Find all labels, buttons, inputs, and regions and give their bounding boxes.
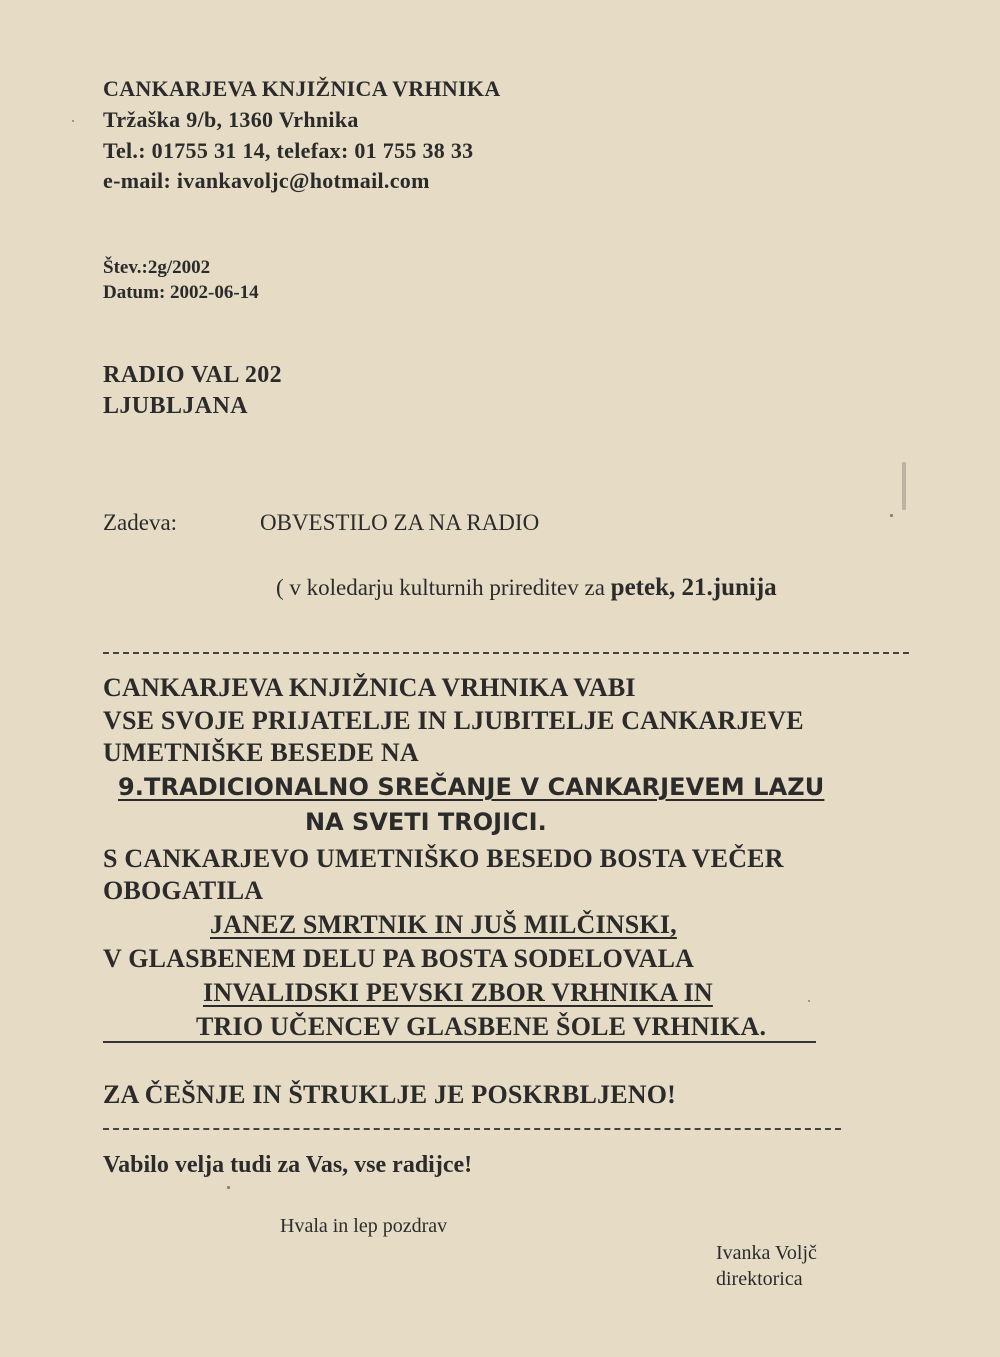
announcement-line-6: V GLASBENEM DELU PA BOSTA SODELOVALA — [103, 944, 695, 973]
dashed-divider-bottom — [103, 1128, 841, 1130]
library-phone: Tel.: 01755 31 14, telefax: 01 755 38 33 — [103, 138, 474, 163]
library-name: CANKARJEVA KNJIŽNICA VRHNIKA — [103, 76, 501, 101]
library-address: Tržaška 9/b, 1360 Vrhnika — [103, 107, 359, 132]
recipient-city: LJUBLJANA — [103, 393, 248, 419]
announcement-line-5: OBOGATILA — [103, 876, 264, 905]
document-date: Datum: 2002-06-14 — [103, 282, 259, 303]
subject-text: OBVESTILO ZA NA RADIO — [260, 510, 540, 535]
choir-name: INVALIDSKI PEVSKI ZBOR VRHNIKA IN — [203, 978, 713, 1007]
event-title-line-2: NA SVETI TROJICI. — [305, 808, 547, 836]
paper-speck — [227, 1186, 230, 1189]
announcement-line-4: S CANKARJEVO UMETNIŠKO BESEDO BOSTA VEČER — [103, 844, 784, 873]
signer-title: direktorica — [716, 1268, 803, 1290]
recipient-name: RADIO VAL 202 — [103, 362, 283, 388]
subject-label: Zadeva: — [103, 510, 178, 535]
paper-speck — [72, 120, 74, 122]
calendar-note — [276, 574, 777, 602]
trio-name: TRIO UČENCEV GLASBENE ŠOLE VRHNIKA. — [196, 1012, 767, 1041]
announcement-line-3: UMETNIŠKE BESEDE NA — [103, 738, 419, 767]
calendar-note-prefix: ( v koledarju kulturnih prireditev za — [276, 575, 611, 600]
closing-greeting: Hvala in lep pozdrav — [280, 1215, 448, 1237]
treats-line: ZA ČEŠNJE IN ŠTRUKLJE JE POSKRBLJENO! — [103, 1080, 677, 1109]
dashed-divider-top — [103, 652, 909, 654]
scan-mark — [902, 462, 906, 510]
paper-speck — [890, 514, 893, 517]
calendar-note-day: petek, 21.junija — [610, 574, 777, 601]
event-title-line-1: 9.TRADICIONALNO SREČANJE V CANKARJEVEM LAZU — [118, 773, 825, 801]
announcement-line-2: VSE SVOJE PRIJATELJE IN LJUBITELJE CANKARJEVE — [103, 706, 804, 735]
signer-name: Ivanka Voljč — [716, 1242, 817, 1264]
invitation-line: Vabilo velja tudi za Vas, vse radijce! — [103, 1152, 473, 1178]
library-email: e-mail: ivankavoljc@hotmail.com — [103, 168, 430, 193]
announcement-line-1: CANKARJEVA KNJIŽNICA VRHNIKA VABI — [103, 673, 636, 702]
paper-speck — [808, 1000, 810, 1002]
document-number: Štev.:2g/2002 — [103, 257, 211, 278]
performers: JANEZ SMRTNIK IN JUŠ MILČINSKI, — [210, 910, 677, 939]
